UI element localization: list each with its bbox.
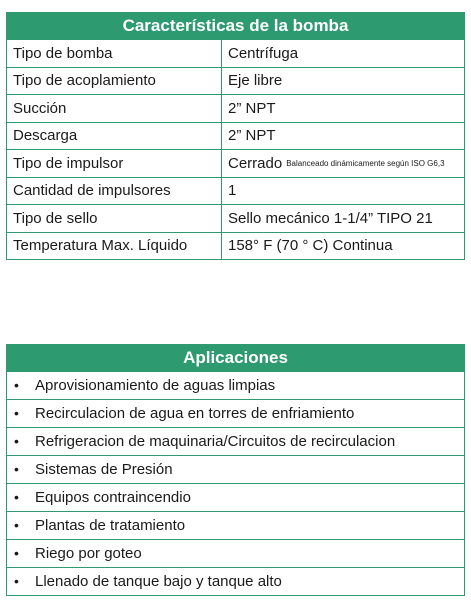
table-row xyxy=(7,150,464,178)
applications-title: Aplicaciones xyxy=(7,345,464,371)
list-item-text: Refrigeracion de maquinaria/Circuitos de recirculacion xyxy=(35,433,396,450)
bullet-icon: • xyxy=(14,461,19,477)
spec-value: 158° F (70 ° C) Continua xyxy=(222,232,465,259)
spec-label: Tipo de bomba xyxy=(7,40,222,68)
spec-label: Tipo de sello xyxy=(7,205,222,233)
spec-value: Cerrado xyxy=(228,154,283,172)
applications-list xyxy=(7,371,464,595)
list-item xyxy=(7,371,464,399)
bullet-icon: • xyxy=(14,545,19,561)
spec-value: 2” NPT xyxy=(222,122,465,150)
list-item-text: Sistemas de Presión xyxy=(35,461,173,478)
spec-label: Succión xyxy=(7,95,222,123)
applications-card xyxy=(6,344,465,596)
list-item xyxy=(7,399,464,427)
list-item xyxy=(7,455,464,483)
table-row xyxy=(7,205,464,233)
bullet-icon: • xyxy=(14,377,19,393)
list-item xyxy=(7,511,464,539)
spec-label: Tipo de impulsor xyxy=(7,150,222,178)
spec-value-with-note xyxy=(222,150,465,178)
bullet-icon: • xyxy=(14,573,19,589)
spec-value: Eje libre xyxy=(222,67,465,95)
bullet-icon: • xyxy=(14,405,19,421)
spec-label: Tipo de acoplamiento xyxy=(7,67,222,95)
list-item xyxy=(7,539,464,567)
spec-value: Centrífuga xyxy=(222,40,465,68)
impeller-note: Balanceado dinámicamente según ISO G6,3 xyxy=(286,159,445,169)
table-row xyxy=(7,177,464,205)
list-item-text: Riego por goteo xyxy=(35,545,142,562)
pump-specs-card xyxy=(6,12,465,260)
table-row xyxy=(7,122,464,150)
spec-label: Descarga xyxy=(7,122,222,150)
specs-table xyxy=(7,39,464,259)
spec-value: 2” NPT xyxy=(222,95,465,123)
list-item-text: Equipos contraincendio xyxy=(35,489,191,506)
list-item-text: Llenado de tanque bajo y tanque alto xyxy=(35,573,282,590)
spec-label: Temperatura Max. Líquido xyxy=(7,232,222,259)
spec-value: Sello mecánico 1-1/4” TIPO 21 xyxy=(222,205,465,233)
list-item xyxy=(7,483,464,511)
table-row xyxy=(7,40,464,68)
table-row xyxy=(7,67,464,95)
table-row xyxy=(7,232,464,259)
bullet-icon: • xyxy=(14,433,19,449)
table-row xyxy=(7,95,464,123)
list-item-text: Plantas de tratamiento xyxy=(35,517,186,534)
specs-title: Características de la bomba xyxy=(7,13,464,39)
spec-label: Cantidad de impulsores xyxy=(7,177,222,205)
bullet-icon: • xyxy=(14,489,19,505)
spec-value: 1 xyxy=(222,177,465,205)
bullet-icon: • xyxy=(14,517,19,533)
list-item-text: Aprovisionamiento de aguas limpias xyxy=(35,377,276,394)
list-item-text: Recirculacion de agua en torres de enfriamiento xyxy=(35,405,355,422)
list-item xyxy=(7,427,464,455)
list-item xyxy=(7,567,464,595)
